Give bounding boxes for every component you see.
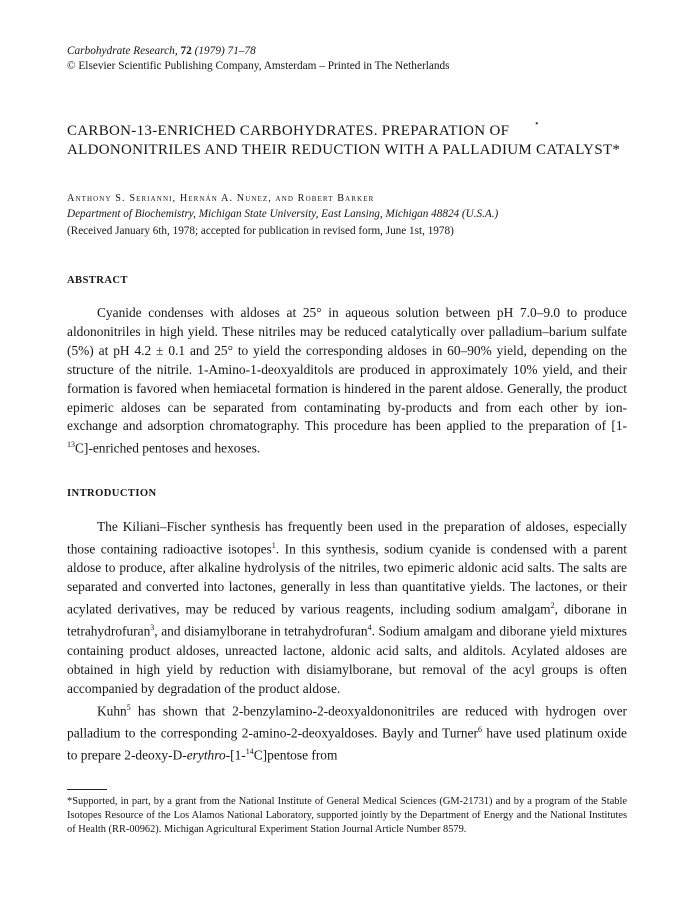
affiliation: Department of Biochemistry, Michigan State University, East Lansing, Michigan 48824 (U.S.A.) [67, 208, 499, 220]
intro-paragraph-1: The Kiliani–Fischer synthesis has frequently been used in the preparation of aldoses, especially those containing radioactive isotopes$^1$. In this synthesis, sodium cyanide is condensed with a parent aldose to produce, after alkaline hydrolysis of the nitriles, two epimeric aldonic acid salts. The salts are separated and converted into lactones, generally in less than quantitative yields. The lactones, or their acylated derivatives, may be reduced by various reagents, including sodium amalgam$^2$, diborane in tetrahydrofuran$^3$, and disiamylborane in tetrahydrofuran$^4$. Sodium amalgam and diborane yield mixtures containing product aldoses, unreacted lactone, aldonic acid salts, and alditols. Acylated aldoses are obtained in high yield by reduction with disiamylborane, but removal of the acyl groups is often accompanied by degradation of the product aldose. [67, 519, 627, 696]
journal-name: Carbohydrate Research, 72 (1979) 71–78 [67, 45, 256, 57]
citation-line [67, 44, 450, 59]
journal-header [67, 44, 450, 74]
paper-title: CARBON-13-ENRICHED CARBOHYDRATES. PREPARATION OF ALDONONITRILES AND THEIR REDUCTION WITH A PALLADIUM CATALYST* [67, 123, 621, 158]
intro-paragraph-2: Kuhn$^5$ has shown that 2-benzylamino-2-deoxyaldononitriles are reduced with hydrogen over palladium to the corresponding 2-amino-2-deoxyaldoses. Bayly and Turner$^6$ have used platinum oxide to prepare 2-deoxy-D-erythro-[1-$^{14}$C]pentose from [67, 702, 627, 763]
author-list: Anthony S. Serianni, Hernán A. Nunez, and Robert Barker [67, 193, 375, 204]
footnote: *Supported, in part, by a grant from the National Institute of General Medical Sciences (GM-21731) and by a program of the Stable Isotopes Resource of the Los Alamos National Laboratory, supported jointly by the Department of Energy and the National Institutes of Health (RR-00962). Michigan Agricultural Experiment Station Journal Article Number 8579. [67, 796, 627, 836]
introduction-heading: INTRODUCTION [67, 488, 157, 499]
received-date: (Received January 6th, 1978; accepted for publication in revised form, June 1st, 1978) [67, 225, 454, 237]
copyright-line: © Elsevier Scientific Publishing Company, Amsterdam – Printed in The Netherlands [67, 60, 450, 72]
abstract-paragraph: Cyanide condenses with aldoses at 25° in aqueous solution between pH 7.0–9.0 to produce aldononitriles in high yield. These nitriles may be reduced catalytically over palladium–barium sulfate (5%) at pH 4.2 ± 0.1 and 25° to yield the corresponding aldoses in 60–90% yield, depending on the structure of the nitrile. 1-Amino-1-deoxyalditols are produced in approximately 10% yield, and their formation is favored when hemiacetal formation is hindered in the parent aldose. Generally, the product epimeric aldoses can be separated from contaminating by-products and from each other by ion-exchange and adsorption chromatography. This procedure has been applied to the preparation of [1-$^{13}$C]-enriched pentoses and hexoses. [67, 305, 627, 456]
scan-speck: • [535, 119, 539, 130]
abstract-body [67, 304, 627, 459]
footnote-divider [67, 789, 107, 790]
introduction-body [67, 518, 627, 766]
abstract-heading: ABSTRACT [67, 275, 128, 286]
